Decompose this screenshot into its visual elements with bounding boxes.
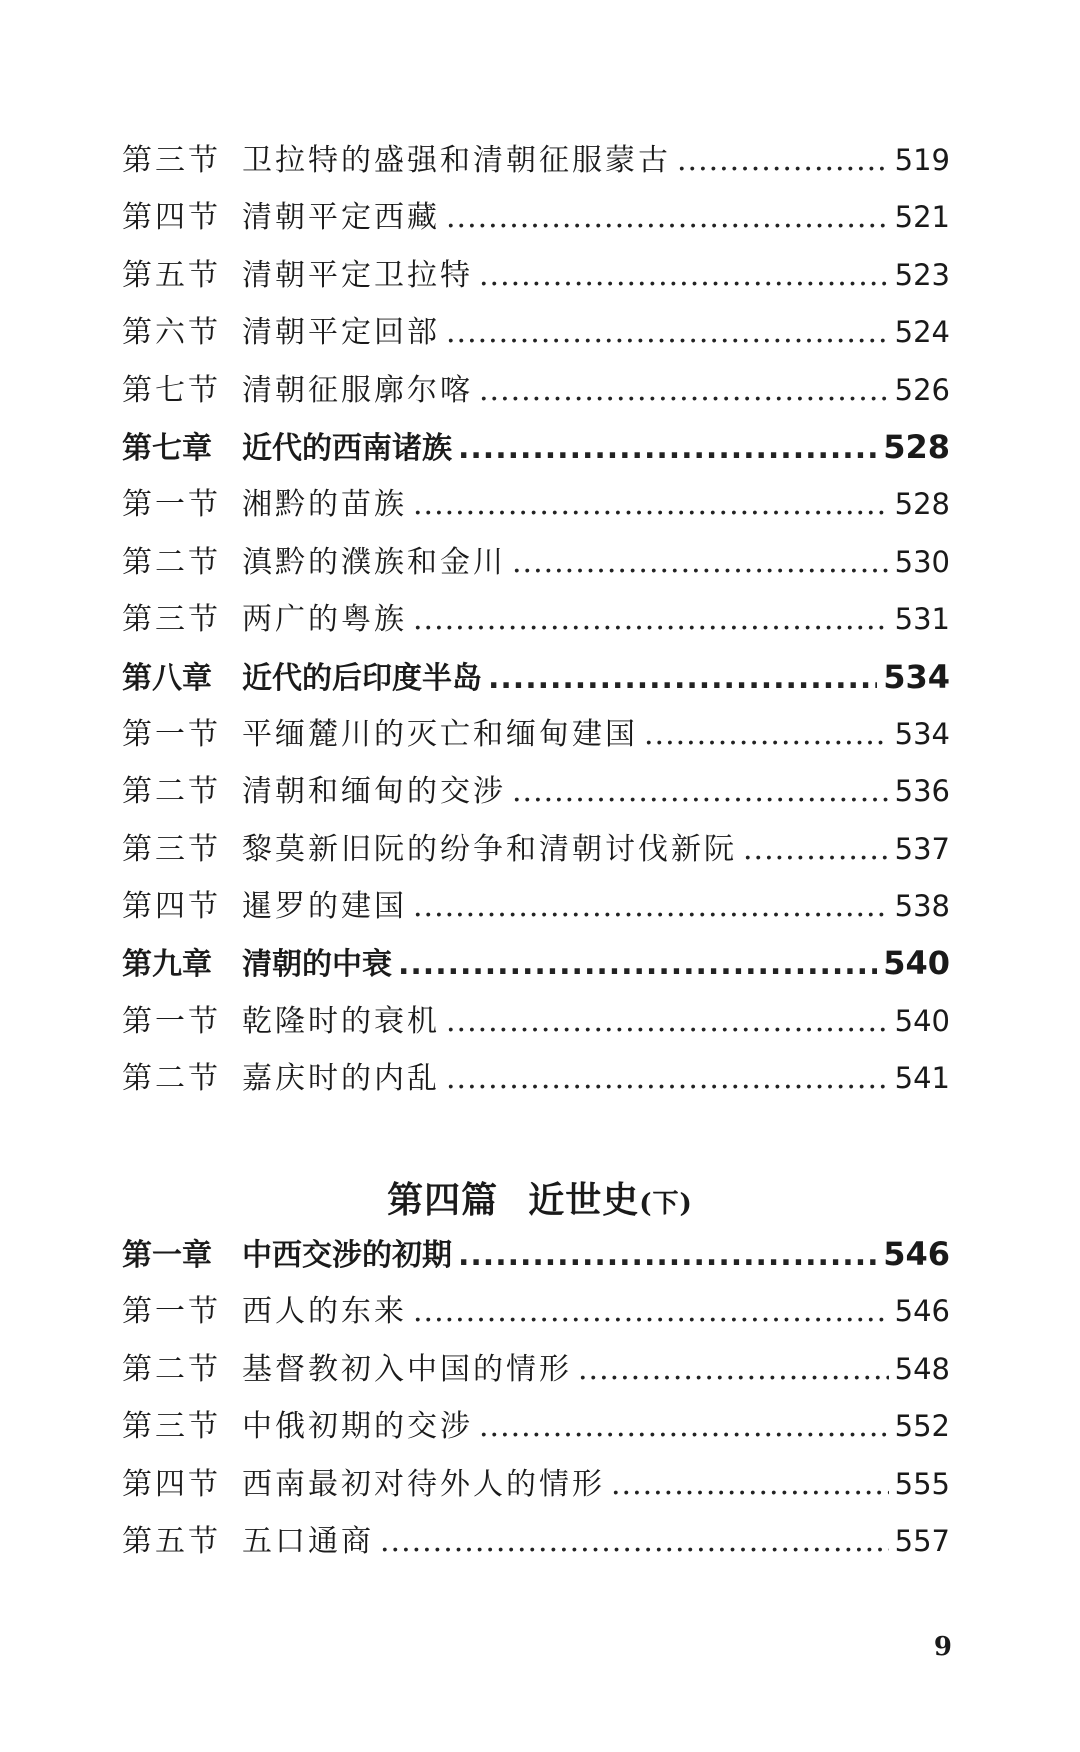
dot-leader [413,476,889,533]
page-number: 9 [933,1632,952,1662]
part-subtitle: (下) [639,1189,693,1219]
toc-entry-title: 暹罗的建国 [242,889,407,925]
toc-entry-page: 526 [894,372,950,407]
toc-section-row [122,534,950,591]
toc-entry-title: 西人的东来 [242,1294,407,1330]
toc-entry-label: 第一节 [122,1294,221,1330]
toc-entry-title: 卫拉特的盛强和清朝征服蒙古 [242,143,671,178]
toc-entry-page: 519 [894,143,950,177]
toc-entry-title: 清朝平定西藏 [242,200,440,236]
toc-entry-label: 第五节 [122,1523,221,1559]
toc-section-row [122,304,950,361]
dot-leader [488,650,877,707]
toc-entry-label: 第一节 [122,716,221,752]
toc-entry-title: 清朝和缅甸的交涉 [242,774,506,810]
toc-entry-label: 第六节 [122,315,221,351]
toc-section-row [122,1341,950,1398]
toc-section-row [122,1050,950,1107]
toc-entry-title: 乾隆时的衰机 [242,1003,440,1039]
toc-entry-page: 536 [894,774,950,809]
toc-entry-title: 基督教初入中国的情形 [242,1351,572,1387]
toc-entry-title: 滇黔的濮族和金川 [242,544,506,580]
toc-section-row [122,763,950,820]
toc-entry-title: 湘黔的苗族 [242,487,407,523]
toc-entry-label: 第三节 [122,1409,221,1445]
toc-entry-label: 第四节 [122,889,221,925]
toc-section-row [122,706,950,763]
toc-entry-page: 523 [894,257,950,292]
toc-section-row [122,993,950,1050]
dot-leader [413,878,889,935]
toc-list-top [122,132,950,1108]
toc-entry-page: 530 [894,544,950,579]
toc-entry-title: 清朝平定回部 [242,315,440,351]
toc-entry-page: 557 [894,1523,950,1558]
toc-entry-page: 546 [883,1235,950,1273]
toc-entry-title: 西南最初对待外人的情形 [242,1466,605,1502]
toc-section-row [122,132,950,189]
toc-entry-page: 521 [894,200,950,235]
toc-section-row [122,247,950,304]
toc-section-row [122,591,950,648]
toc-section-row [122,1456,950,1513]
toc-entry-page: 534 [883,657,950,696]
dot-leader [446,1050,889,1107]
toc-section-row [122,1283,950,1340]
dot-leader [458,1227,877,1284]
toc-entry-page: 546 [894,1294,950,1329]
toc-entry-page: 552 [894,1409,950,1444]
toc-entry-page: 540 [883,944,950,983]
dot-leader [413,591,889,648]
toc-entry-page: 538 [894,889,950,924]
toc-chapter-row [122,649,950,706]
toc-entry-label: 第四节 [122,1466,221,1502]
toc-entry-page: 541 [894,1061,950,1096]
part-label: 第四篇 [387,1179,499,1221]
toc-entry-page: 528 [894,487,950,522]
toc-entry-title: 五口通商 [242,1523,374,1559]
toc-entry-title: 两广的粤族 [242,602,407,638]
toc-entry-label: 第二节 [122,544,221,580]
dot-leader [578,1341,889,1398]
toc-section-row [122,1513,950,1570]
toc-section-row [122,189,950,246]
dot-leader [743,821,889,878]
toc-entry-title: 清朝的中衰 [242,947,392,983]
dot-leader [512,763,889,820]
dot-leader [446,993,889,1050]
toc-entry-page: 531 [894,602,950,637]
dot-leader [458,420,877,477]
toc-section-row [122,878,950,935]
toc-entry-label: 第二节 [122,1061,221,1097]
toc-entry-title: 近代的后印度半岛 [242,660,482,696]
toc-entry-title: 中俄初期的交涉 [242,1409,473,1445]
toc-entry-page: 528 [883,427,950,466]
toc-entry-page: 540 [894,1003,950,1038]
toc-chapter-row [122,419,950,476]
toc-entry-title: 嘉庆时的内乱 [242,1061,440,1097]
toc-section-row [122,821,950,878]
toc-entry-title: 平缅麓川的灭亡和缅甸建国 [242,716,638,752]
toc-section-row [122,362,950,419]
toc-entry-label: 第四节 [122,200,221,236]
toc-entry-label: 第三节 [122,602,221,638]
toc-entry-label: 第二节 [122,1351,221,1387]
toc-section-row [122,1398,950,1455]
dot-leader [413,1283,889,1340]
toc-chapter-row [122,935,950,992]
toc-entry-label: 第八章 [122,660,212,696]
dot-leader [446,189,889,246]
toc-entry-title: 黎莫新旧阮的纷争和清朝讨伐新阮 [242,831,737,867]
toc-entry-label: 第一章 [122,1238,212,1273]
toc-entry-page: 524 [894,315,950,350]
toc-entry-page: 537 [894,831,950,866]
toc-entry-label: 第三节 [122,831,221,867]
dot-leader [380,1513,889,1570]
dot-leader [479,247,889,304]
toc-entry-label: 第五节 [122,257,221,293]
toc-entry-title: 中西交涉的初期 [242,1238,452,1273]
toc-entry-page: 534 [894,716,950,751]
toc-entry-label: 第一节 [122,487,221,523]
toc-entry-title: 清朝征服廓尔喀 [242,372,473,408]
toc-entry-label: 第七节 [122,372,221,408]
toc-entry-label: 第七章 [122,430,212,466]
dot-leader [644,706,889,763]
toc-entry-page: 555 [894,1466,950,1501]
toc-entry-label: 第二节 [122,774,221,810]
dot-leader [677,132,889,189]
toc-entry-title: 近代的西南诸族 [242,430,452,466]
toc-chapter-row [122,1226,950,1283]
dot-leader [398,936,877,993]
toc-entry-title: 清朝平定卫拉特 [242,257,473,293]
toc-section-row [122,476,950,533]
part-title: 近世史 [528,1179,640,1221]
toc-list-bottom [122,1226,950,1570]
dot-leader [479,1398,889,1455]
dot-leader [611,1456,889,1513]
dot-leader [512,534,889,591]
toc-entry-page: 548 [894,1351,950,1386]
toc-entry-label: 第三节 [122,143,221,178]
dot-leader [479,362,889,419]
toc-entry-label: 第一节 [122,1003,221,1039]
dot-leader [446,304,889,361]
part-heading [0,1172,1080,1223]
toc-entry-label: 第九章 [122,947,212,983]
